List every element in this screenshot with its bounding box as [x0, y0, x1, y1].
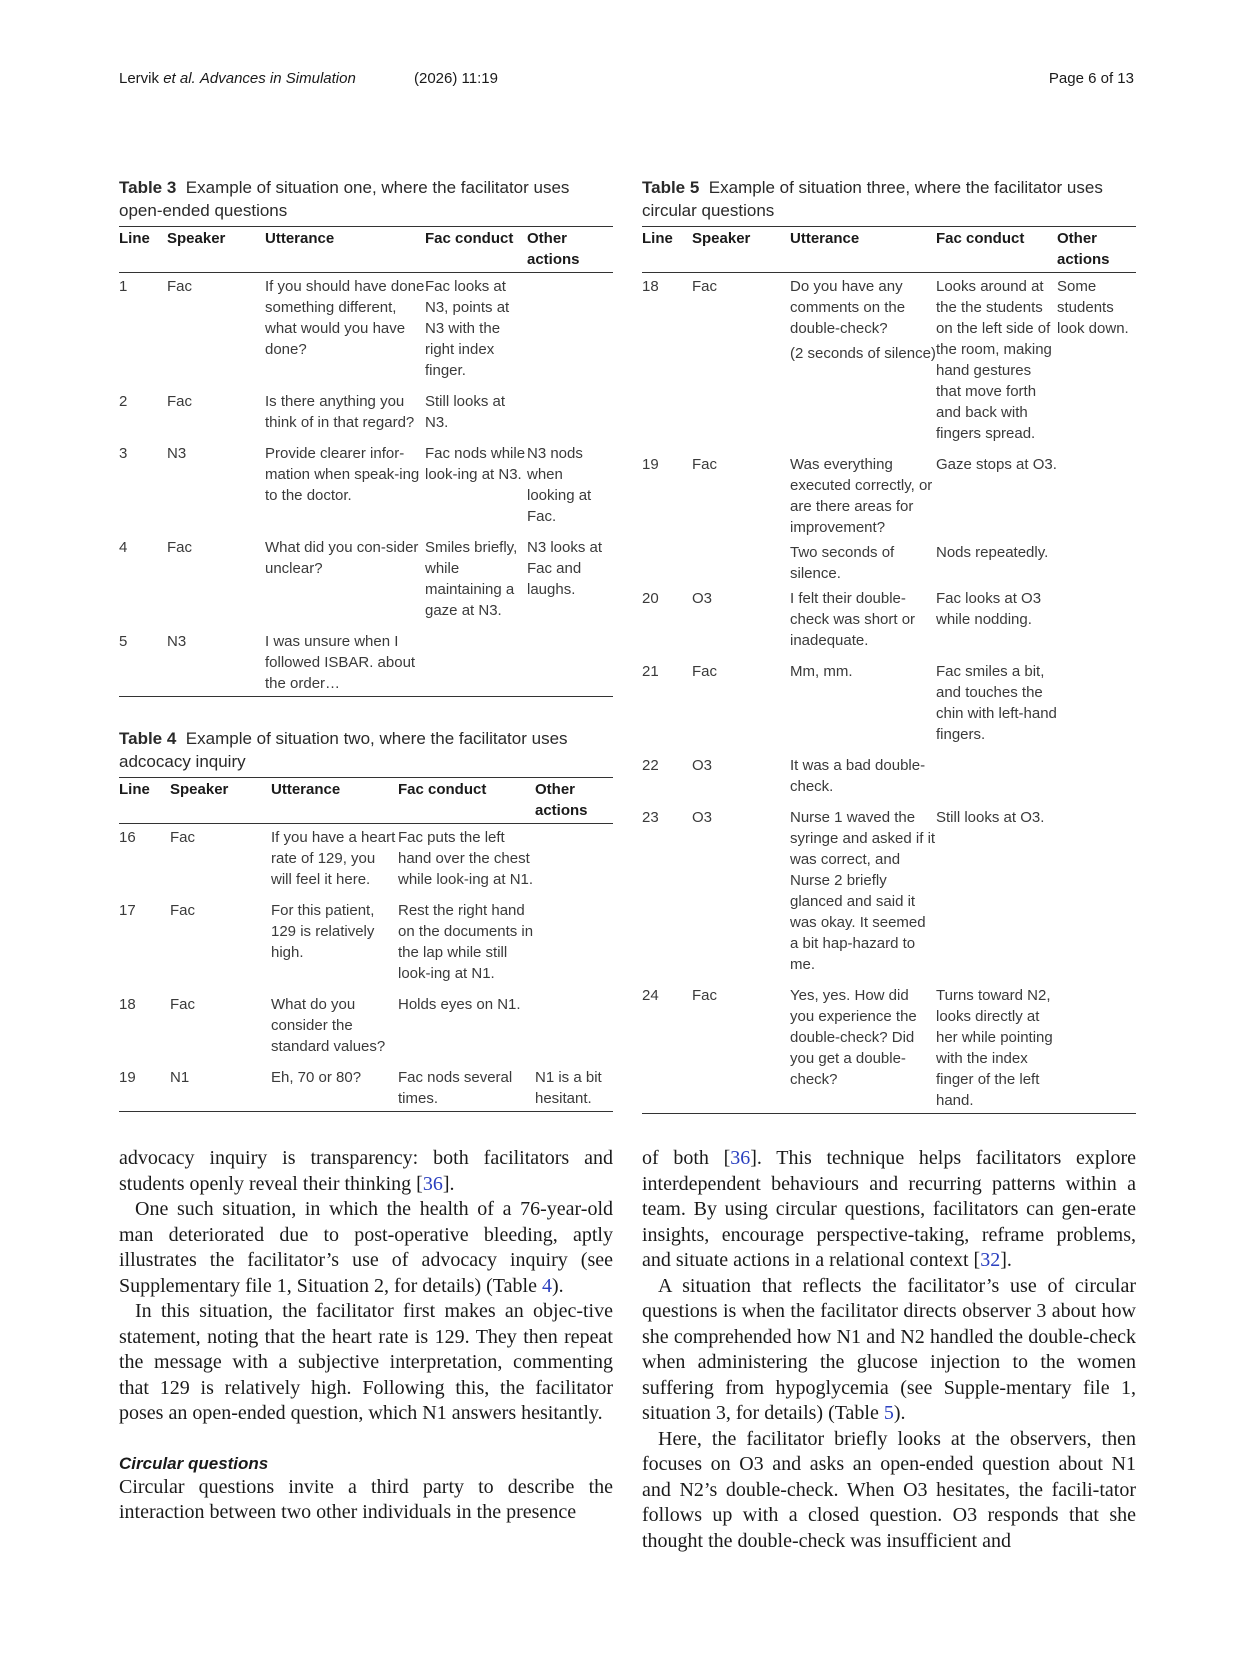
reference-link[interactable]: 36 — [730, 1147, 751, 1169]
paragraph: Circular questions invite a third party to describe the interaction between two other individuals in the presence — [119, 1475, 613, 1523]
section-heading: Circular questions — [119, 1453, 269, 1473]
col-header-other-actions: Other actions — [1057, 230, 1110, 268]
table-3-caption: Table 3 Example of situation one, where the facilitator uses open-ended questions — [119, 178, 570, 220]
reference-link[interactable]: 36 — [422, 1172, 443, 1195]
col-header-utterance: Utterance — [271, 781, 341, 798]
running-header — [119, 70, 1134, 94]
table-4-caption: Table 4 Example of situation two, where the facilitator uses adcocacy inquiry — [119, 729, 568, 771]
reference-link[interactable]: 32 — [980, 1249, 1001, 1271]
table-reference-link[interactable]: 4 — [541, 1274, 552, 1297]
col-header-utterance: Utterance — [265, 230, 335, 247]
col-header-line: Line — [119, 781, 150, 798]
col-header-speaker: Speaker — [170, 781, 229, 798]
header-year-volume: (2026) 11:19 — [414, 70, 498, 87]
col-header-line: Line — [119, 230, 150, 247]
table-row: 24 Fac Yes, yes. How did you experience the double-check? Did you get a double-check? Turns toward N2, looks directly at her while pointing with the index finger of the left hand. — [642, 975, 1136, 1114]
table-row: 19 Fac Was everything executed correctly, or are there areas for improvement? Gaze stops at O3. — [642, 456, 1057, 536]
table-4-grid — [119, 777, 613, 1112]
paragraph: Here, the facilitator briefly looks at the observers, then focuses on O3 and asks an open-ended question about N1 and N2’s double-check. When O3 hesitates, the facili-tator follows up with a closed question. O3 responds that she thought the double-check was insufficient and — [642, 1427, 1136, 1552]
table-row: 1 Fac If you should have done something different, what would you have done? Fac looks at N3, points at N3 with the right index finger. — [119, 278, 510, 379]
col-header-other-actions: Other actions — [535, 781, 588, 819]
col-header-fac-conduct: Fac conduct — [398, 781, 487, 798]
table-row: 3 N3 Provide clearer infor-mation when speak-ing to the doctor. Fac nods while look-ing at N3. N3 nods when looking at Fac. — [119, 445, 592, 525]
paragraph: One such situation, in which the health of a 76-year-old man deteriorated due to post-operative bleeding, aptly illustrates the facilitator’s use of advocacy inquiry (see Supplementary file 1, Situation 2, for details) (Table 4). — [119, 1198, 613, 1297]
table-row: 22 O3 It was a bad double-check. — [642, 757, 926, 795]
paragraph: of both [36]. This technique helps facilitators explore interdependent behaviours and recurring patterns within a team. By using circular questions, facilitators can gen-erate insights, encourage perspective-taking, reframe problems, and situate actions in a relational context [32]. — [642, 1147, 1136, 1271]
silence-note: (2 seconds of silence) — [790, 345, 936, 362]
header-citation: Lervik et al. Advances in Simulation — [119, 70, 356, 87]
table-row: 18 Fac What do you consider the standard values? Holds eyes on N1. — [119, 996, 521, 1055]
table-header-row — [642, 227, 1136, 273]
table-3-grid — [119, 226, 613, 697]
table-row: 17 Fac For this patient, 129 is relatively high. Rest the right hand on the documents in the lap while still look-ing at N1. — [119, 902, 534, 982]
table-5-caption: Table 5 Example of situation three, where the facilitator uses circular questions — [642, 178, 1103, 220]
col-header-fac-conduct: Fac conduct — [936, 230, 1025, 247]
table-header-row — [119, 227, 613, 273]
col-header-fac-conduct: Fac conduct — [425, 230, 514, 247]
paragraph: In this situation, the facilitator first makes an objec-tive statement, noting that the heart rate is 129. They then repeat the message with a subjective interpretation, commenting that 129 is relatively high. Following this, the facilitator poses an open-ended question, which N1 answers hesitantly. — [119, 1300, 613, 1424]
right-body-text — [642, 1146, 1136, 1554]
table-row: 19 N1 Eh, 70 or 80? Fac nods several times. N1 is a bit hesitant. — [119, 1057, 613, 1112]
table-row: 20 O3 I felt their double-check was short or inadequate. Fac looks at O3 while nodding. — [642, 590, 1042, 649]
col-header-speaker: Speaker — [692, 230, 751, 247]
table-header-row — [119, 778, 613, 824]
col-header-other-actions: Other actions — [527, 230, 580, 268]
col-header-speaker: Speaker — [167, 230, 226, 247]
right-column — [642, 176, 1136, 1114]
paragraph: advocacy inquiry is transparency: both facilitators and students openly reveal their thinking [36]. — [119, 1147, 613, 1195]
table-reference-link[interactable]: 5 — [883, 1402, 894, 1424]
table-row: Two seconds of silence. Nods repeatedly. — [790, 544, 1049, 582]
table-5-grid — [642, 226, 1136, 1114]
col-header-line: Line — [642, 230, 673, 247]
table-row: 16 Fac If you have a heart rate of 129, you will feel it here. Fac puts the left hand over the chest while look-ing at N1. — [119, 829, 534, 888]
table-row: 21 Fac Mm, mm. Fac smiles a bit, and touches the chin with left-hand fingers. — [642, 663, 1057, 743]
table-row: 23 O3 Nurse 1 waved the syringe and asked if it was correct, and Nurse 2 briefly glanced and said it was okay. It seemed a bit hap-hazard to me. Still looks at O3. — [642, 809, 1045, 973]
table-row: 18 Fac Do you have any comments on the double-check? (2 seconds of silence) Looks around at the the students on the left side of the room, making hand gestures that move forth and back with fingers spread. Some students look down. — [642, 278, 1129, 442]
table-4 — [119, 727, 613, 1112]
table-row: 4 Fac What did you con-sider unclear? Smiles briefly, while maintaining a gaze at N3. N3 looks at Fac and laughs. — [119, 539, 603, 619]
left-column — [119, 176, 613, 1112]
left-body-text — [119, 1146, 613, 1526]
table-row: 2 Fac Is there anything you think of in that regard? Still looks at N3. — [119, 393, 506, 431]
paragraph: A situation that reflects the facilitator’s use of circular questions is when the facilitator directs observer 3 about how she comprehended how N1 and N2 handled the double-check when administering the glucose injection to the women suffering from hypoglycemia (see Supple-mentary file 1, situation 3, for details) (Table 5). — [642, 1274, 1136, 1424]
table-3 — [119, 176, 613, 697]
col-header-utterance: Utterance — [790, 230, 860, 247]
page-number: Page 6 of 13 — [1048, 70, 1134, 87]
table-5 — [642, 176, 1136, 1114]
table-row: 5 N3 I was unsure when I followed ISBAR. about the order… — [119, 621, 613, 697]
